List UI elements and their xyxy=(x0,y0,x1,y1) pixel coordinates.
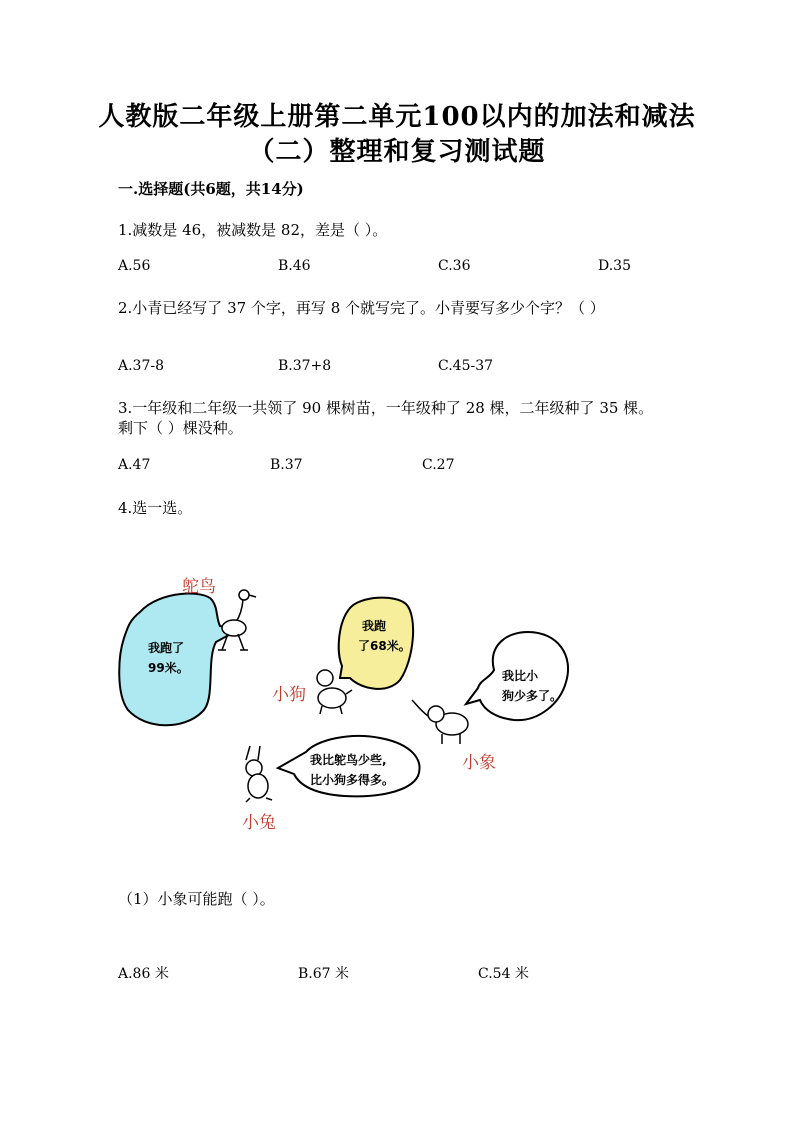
ostrich-bubble-line2: 99米。 xyxy=(148,661,189,675)
rabbit-label: 小兔 xyxy=(242,813,276,833)
question-3-option-b: B.37 xyxy=(270,457,303,473)
elephant-bubble-line1: 我比小 xyxy=(502,669,539,683)
elephant-label: 小象 xyxy=(462,753,496,773)
question-3-text-line1: 3.一年级和二年级一共领了 90 棵树苗，一年级种了 28 棵，二年级种了 35 棵。 xyxy=(118,399,654,417)
rabbit-illustration xyxy=(246,746,272,802)
puppy-label: 小狗 xyxy=(272,685,306,705)
question-4-sub1-option-b: B.67 米 xyxy=(298,966,350,982)
question-3-text-line2: 剩下（ ）棵没种。 xyxy=(118,419,243,437)
question-1-option-d: D.35 xyxy=(598,258,631,274)
ostrich-speech-bubble xyxy=(119,594,238,726)
question-3-option-c: C.27 xyxy=(422,457,455,473)
question-3-option-a: A.47 xyxy=(118,457,151,473)
elephant-bubble-line2: 狗少多了。 xyxy=(502,689,563,703)
ostrich-illustration xyxy=(218,590,256,650)
question-1-option-b: B.46 xyxy=(278,258,311,274)
elephant-illustration xyxy=(412,700,468,744)
section-heading: 一.选择题(共6题，共14分) xyxy=(118,180,304,198)
page-title-line2: （二）整理和复习测试题 xyxy=(248,137,546,167)
question-4-sub1-option-c: C.54 米 xyxy=(478,966,529,982)
page-title-line1: 人教版二年级上册第二单元100以内的加法和减法 xyxy=(98,102,696,132)
question-1-text: 1.减数是 46，被减数是 82，差是（ ）。 xyxy=(118,221,388,239)
ostrich-label: 鸵鸟 xyxy=(182,577,216,597)
puppy-bubble-line2: 了68米。 xyxy=(358,639,411,653)
rabbit-bubble-line1: 我比鸵鸟少些, xyxy=(310,753,387,767)
question-2-option-a: A.37-8 xyxy=(118,358,165,374)
puppy-bubble-line1: 我跑 xyxy=(362,619,387,633)
question-2-text: 2.小青已经写了 37 个字，再写 8 个就写完了。小青要写多少个字？（ ） xyxy=(118,299,605,317)
question-4-text: 4.选一选。 xyxy=(118,499,193,517)
question-4-sub1-text: （1）小象可能跑（ ）。 xyxy=(118,890,275,908)
question-1-option-c: C.36 xyxy=(438,258,471,274)
ostrich-bubble-line1: 我跑了 xyxy=(148,641,185,655)
question-4-sub1-option-a: A.86 米 xyxy=(118,966,169,982)
question-1-option-a: A.56 xyxy=(118,258,151,274)
animal-race-figure xyxy=(110,560,630,850)
question-2-option-c: C.45-37 xyxy=(438,358,494,374)
question-2-option-b: B.37+8 xyxy=(278,358,332,374)
rabbit-bubble-line2: 比小狗多得多。 xyxy=(310,773,395,787)
